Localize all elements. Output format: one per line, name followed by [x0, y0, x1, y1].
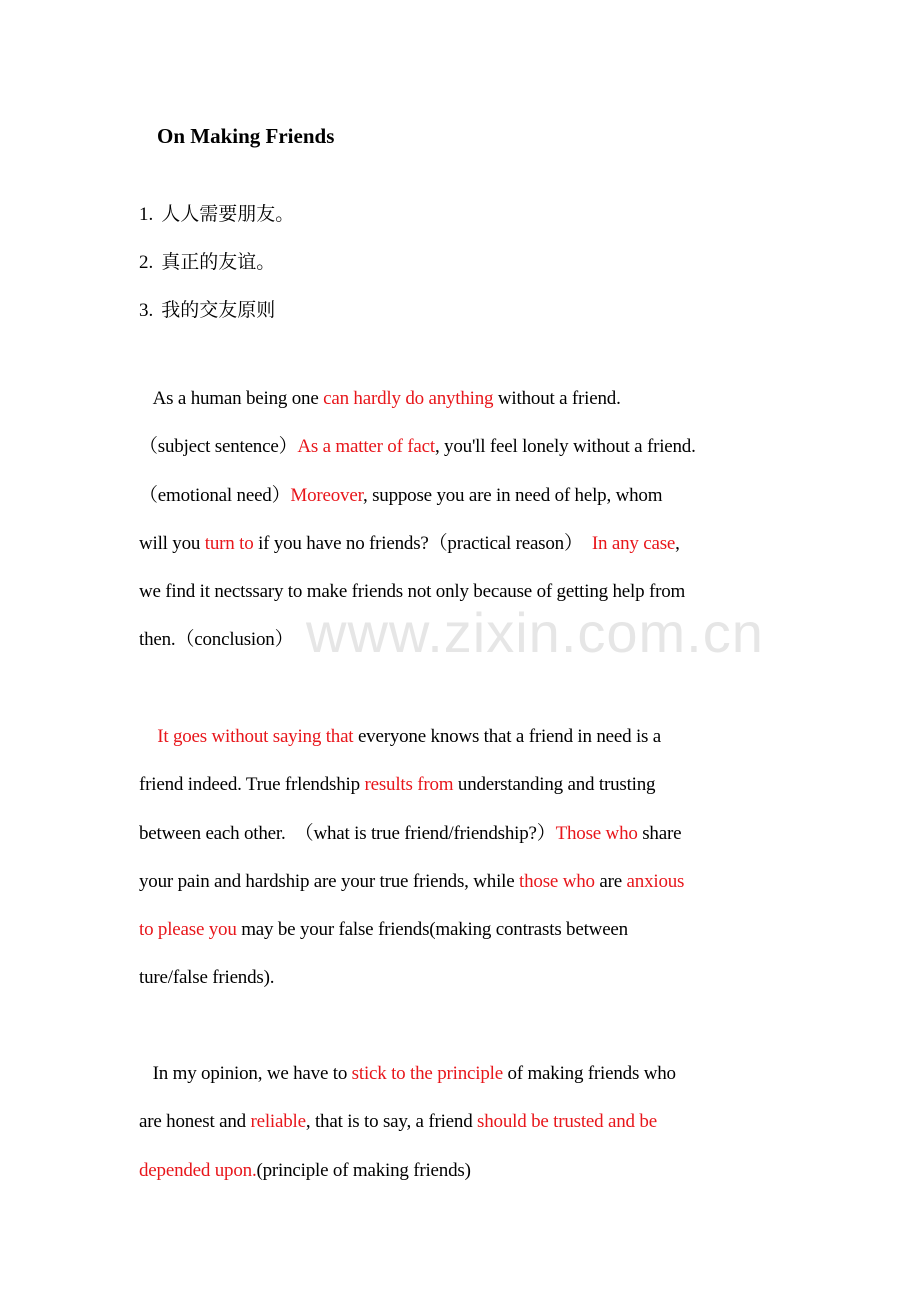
paragraph-line [139, 858, 799, 906]
text-run: understanding and trusting [453, 774, 656, 796]
text-run: ture/false friends). [139, 967, 275, 989]
document-title: On Making Friends [157, 124, 335, 148]
text-run: friend indeed. True frlendship [139, 774, 365, 796]
paragraph-line [139, 616, 799, 664]
text-run: may be your false friends(making contrasts between [236, 919, 628, 941]
paragraph-true-friendship [139, 713, 799, 1003]
highlighted-phrase: It goes without saying that [157, 726, 354, 747]
paragraph-line [139, 1098, 799, 1146]
highlighted-phrase: should be trusted and be [477, 1111, 657, 1133]
outline-item: 1. 人人需要朋友。 [139, 203, 295, 225]
paragraph-line [139, 520, 799, 568]
highlighted-phrase: stick to the principle [351, 1063, 503, 1084]
outline-item: 3. 我的交友原则 [139, 299, 276, 321]
paragraph-line [139, 423, 799, 471]
paragraph-line [139, 906, 799, 954]
outline-list [139, 190, 294, 334]
highlighted-phrase: can hardly do anything [323, 388, 494, 409]
watermark-text: www.zixin.com.cn [306, 601, 764, 664]
text-run: As a human being one [139, 388, 324, 409]
highlighted-phrase: to please you [139, 919, 237, 941]
highlighted-phrase: turn to [204, 532, 254, 554]
text-run: , suppose you are in need of help, whom [362, 484, 663, 506]
paragraph-line [139, 472, 799, 520]
text-run: your pain and hardship are your true friends, while [139, 870, 520, 892]
paragraph-line [139, 375, 799, 423]
text-run: we find it nectssary to make friends not only because of getting help from [139, 581, 686, 603]
text-run: , you'll feel lonely without a friend. [434, 436, 696, 458]
highlighted-phrase: As a matter of fact [297, 436, 435, 458]
paragraph-line [139, 1050, 799, 1098]
highlighted-phrase: depended upon. [139, 1159, 257, 1181]
highlighted-phrase: In any case [591, 532, 676, 554]
paragraph-line [139, 761, 799, 809]
text-run: are honest and [139, 1111, 251, 1133]
text-run: are [594, 870, 627, 892]
highlighted-phrase: Those who [555, 822, 638, 844]
outline-item: 2. 真正的友谊。 [139, 251, 276, 273]
text-run: of making friends who [502, 1063, 676, 1084]
text-run: will you [139, 532, 205, 554]
highlighted-phrase: results from [364, 774, 454, 796]
highlighted-phrase: reliable [250, 1111, 306, 1133]
text-run: （subject sentence） [139, 436, 298, 458]
text-run: (principle of making friends) [256, 1159, 471, 1181]
paragraph-line [139, 1147, 799, 1195]
highlighted-phrase: anxious [626, 870, 685, 892]
highlighted-phrase: Moreover [290, 484, 363, 506]
highlighted-phrase: those who [519, 870, 595, 892]
text-run: between each other. （what is true friend/friendship?） [139, 822, 556, 844]
text-run: , [675, 532, 680, 554]
paragraph-line [139, 713, 799, 761]
text-run [139, 726, 157, 747]
text-run: if you have no friends?（practical reason） [253, 532, 592, 554]
text-run: （emotional need） [139, 484, 291, 506]
paragraph-need-friends [139, 375, 799, 665]
paragraph-principle [139, 1050, 799, 1195]
paragraph-line [139, 568, 799, 616]
text-run: share [637, 822, 682, 844]
text-run: then.（conclusion） [139, 629, 294, 651]
text-run: without a friend. [493, 388, 621, 409]
text-run: , that is to say, a friend [305, 1111, 478, 1133]
paragraph-line [139, 954, 799, 1002]
text-run: everyone knows that a friend in need is a [353, 726, 662, 747]
text-run: In my opinion, we have to [139, 1063, 352, 1084]
paragraph-line [139, 810, 799, 858]
